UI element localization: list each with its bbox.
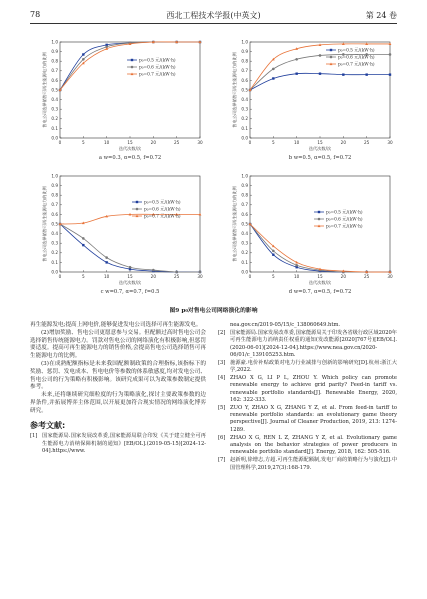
y-tick-label: 0.7 [241,68,248,74]
reference-number: [1] [30,433,38,440]
y-tick-label: 0.7 [51,202,58,208]
y-tick-label: 0.8 [241,192,248,198]
y-tick-label: 0.4 [51,231,58,236]
y-tick-label: 1.0 [241,173,248,179]
chart-panel-b [222,38,402,166]
y-axis-label: 售电公司选择销售可再生能源电力的比例 [232,52,237,128]
legend-marker [330,49,332,51]
y-tick-label: 0.4 [51,97,58,102]
x-tick-label: 15 [317,140,323,145]
x-tick-label: 15 [317,274,323,279]
y-tick-label: 0.5 [51,87,58,93]
paragraph: (2)增加奖励、售电公司更愿意参与交易。但配额过高时售电公司会选择销售传统能源电力。罚款对售电公司的网络演化有积极影响,但惩罚要适度。提高可再生能源电力的销售价格,会提高售电公司选择销售可再生能源电力的比例。 [30,329,206,360]
reference-number: [2] [218,329,226,336]
reference-number: [5] [218,404,226,411]
data-point [272,77,274,79]
series-line-1 [250,73,390,90]
y-axis-label: 售电公司选择销售可再生能源电力的比例 [42,52,47,128]
reference-continuation [218,322,397,329]
x-axis-label: 迭代次数/次 [308,280,332,285]
y-tick-label: 0.7 [241,202,248,208]
reference-text: 国家能源局.国家发展改革委,国家能源局联合印发《关于建立健全可再生能源电力消纳保障机制的通知》[EB/OL].(2019-05-15)[2024-12-04].https://www. [42,433,206,455]
chart-a [32,38,212,166]
reference-text: ZUO Y, ZHAO X G, ZHANG Y Z, et al. From feed-in tariff to renewable portfolio standards: an evolutionary game theory perspective[J]. Journal of Cleaner Production, 2019, 213: 1274-1289. [230,404,397,433]
reference-number: [6] [218,434,226,441]
reference-item [218,435,397,457]
x-tick-label: 0 [58,274,62,279]
journal-title: 西北工程技术学报(中英文) [166,11,261,20]
paragraph: 未来,还将继续研究细粒度的行为策略演化,探讨主要政策参数的边界条件,并拓展博弈主体范围,以开展更加符合现实情况的网络演化博弈研究。 [30,392,206,414]
x-tick-label: 30 [387,274,393,279]
y-axis-label: 售电公司选择销售可再生能源电力的比例 [232,186,237,262]
page-number: 78 [30,10,41,19]
reference-item [30,433,206,455]
plot-frame [60,176,200,272]
reference-text: ZHAO X G, REN L Z, ZHANG Y Z, et al. Evolutionary game analysis on the behavior strategies of power producers in renewable portfolio standard[J]. Energy, 2018, 162: 505-516. [230,434,397,456]
data-point [175,271,178,274]
volume-number: 第 24 卷 [365,11,397,20]
data-point [82,237,85,240]
chart-panel-d [222,172,402,300]
data-point [319,72,321,74]
x-tick-label: 25 [173,274,180,279]
reference-text: nea.gov.cn/2019-05/15/c_138060649.htm. [230,322,341,328]
y-tick-label: 1.0 [51,39,58,45]
y-tick-label: 0.2 [241,250,248,256]
x-tick-label: 20 [150,274,157,279]
y-tick-label: 0.1 [51,125,58,131]
series-line-1 [60,42,200,90]
legend-label: p₀=0.7 元/(kW·h) [139,72,176,78]
chart-panel-a [32,38,212,166]
legend-marker [330,56,333,59]
chart-b [222,38,402,166]
x-axis-label: 迭代次数/次 [118,280,142,285]
y-tick-label: 0.0 [241,269,248,275]
legend-marker [318,211,320,213]
legend-label: p₀=0.6 元/(kW·h) [326,217,363,223]
data-point [365,73,367,75]
legend-label: p₀=0.7 元/(kW·h) [326,224,363,230]
y-tick-label: 0.3 [51,240,58,246]
data-point [199,271,202,274]
reference-number: [7] [218,457,226,464]
data-point [272,250,275,253]
x-tick-label: 5 [271,140,275,145]
data-point [342,73,344,75]
data-point [105,261,107,263]
y-tick-label: 0.4 [241,97,248,102]
series-line-2 [60,224,200,272]
data-point [295,58,298,61]
x-tick-label: 10 [293,274,300,279]
subfigure-caption: a w=0.3, α=0.5, f=0.72 [98,155,162,161]
y-tick-label: 0.6 [51,77,58,83]
series-line-2 [250,224,390,272]
y-tick-label: 1.0 [241,39,248,45]
y-tick-label: 0.0 [51,135,58,141]
y-tick-label: 0.4 [241,231,248,236]
data-point [82,58,85,61]
y-tick-label: 0.9 [241,49,248,54]
y-tick-label: 0.1 [241,125,248,131]
reference-number: [3] [218,359,226,366]
data-point [272,68,275,71]
reference-item [218,405,397,435]
y-tick-label: 0.1 [241,259,248,265]
x-tick-label: 5 [271,274,275,279]
data-point [319,54,322,57]
subfigure-caption: b w=0.5, α=0.5, f=0.72 [288,155,352,161]
legend-label: p₀=0.6 元/(kW·h) [144,207,181,213]
data-point [295,72,297,74]
running-header [30,10,397,24]
y-tick-label: 0.7 [51,68,58,74]
x-tick-label: 15 [127,274,133,279]
legend-label: p₀=0.7 元/(kW·h) [338,62,375,68]
legend-label: p₀=0.5 元/(kW·h) [326,210,363,216]
data-point [82,53,84,55]
x-tick-label: 5 [81,140,85,145]
data-point [389,73,391,75]
chart-c [32,172,212,300]
x-axis-label: 迭代次数/次 [308,146,332,151]
y-tick-label: 0.6 [51,211,58,217]
legend-label: p₀=0.5 元/(kW·h) [144,200,181,206]
x-tick-label: 30 [197,274,203,279]
y-tick-label: 0.5 [51,221,58,227]
y-tick-label: 0.2 [241,116,248,122]
references-heading: 参考文献: [30,420,66,430]
reference-number: [4] [218,374,226,381]
x-tick-label: 20 [340,140,347,145]
y-tick-label: 0.2 [51,250,58,256]
x-tick-label: 25 [173,140,180,145]
y-tick-label: 0.1 [51,259,58,265]
subfigure-caption: d w=0.7, α=0.5, f=0.72 [288,289,352,295]
y-tick-label: 0.9 [241,183,248,188]
y-tick-label: 0.5 [241,87,248,93]
series-line-1 [60,224,200,272]
y-tick-label: 0.3 [241,240,248,246]
y-tick-label: 0.8 [241,58,248,64]
y-tick-label: 0.6 [241,211,248,217]
y-tick-label: 1.0 [51,173,58,179]
reference-text: ZHAO X G, LI P L, ZHOU Y. Which policy can promote renewable energy to achieve grid parity? Feed-in tariff vs. renewable portfolio standards[J]. Renewable Energy, 2020, 162: 322-333. [230,374,397,403]
x-tick-label: 30 [197,140,203,145]
x-tick-label: 15 [127,140,133,145]
x-tick-label: 20 [340,274,347,279]
y-tick-label: 0.0 [241,135,248,141]
x-tick-label: 0 [248,140,252,145]
x-tick-label: 10 [103,274,110,279]
plot-frame [250,176,390,272]
x-tick-label: 25 [363,140,370,145]
paragraph: 再生能源发电;提高上网电价,能够促进发电公司选择可再生能源发电。 [30,322,202,328]
body-column-left [30,322,206,456]
y-tick-label: 0.6 [241,77,248,83]
legend-label: p₀=0.5 元/(kW·h) [338,48,375,54]
reference-item [218,330,397,360]
y-tick-label: 0.9 [51,183,58,188]
data-point [295,264,298,267]
data-point [129,266,132,269]
reference-text: 赵新明,徐增志,方超.可再生能源配额制,发电厂商的策略行为与演化[J].中国管理科学,2019,27(3):168-179. [230,457,397,471]
x-tick-label: 0 [248,274,252,279]
x-tick-label: 30 [387,140,393,145]
y-axis-label: 售电公司选择销售可再生能源电力的比例 [42,186,47,262]
x-tick-label: 10 [293,140,300,145]
y-tick-label: 0.3 [51,106,58,112]
data-point [389,53,392,56]
legend-label: p₀=0.6 元/(kW·h) [139,65,176,71]
legend-marker [131,66,134,69]
reference-text: 国家能源局.国家发展改革委,国家能源局关于印发各省级行政区域2020年可再生能源电力消纳责任权重的通知(发改能源[2020]767号)[EB/OL].(2020-06-01)[2024-12-04].https://www.nea.gov.cn/2020-06/01/c_139105253.htm. [230,329,397,358]
legend-marker [131,59,133,61]
subfigure-caption: c w=0.7, α=0.7, f=0.5 [100,289,160,295]
legend-marker [136,208,139,211]
legend-label: p₀=0.7 元/(kW·h) [144,214,181,220]
chart-d [222,172,402,300]
x-tick-label: 0 [58,140,62,145]
body-column-right [218,322,397,472]
reference-item [218,360,397,375]
legend-label: p₀=0.6 元/(kW·h) [338,55,375,61]
x-tick-label: 5 [81,274,85,279]
data-point [105,256,108,259]
data-point [152,269,155,272]
paragraph: (3)在成熟配额指标是未来我国配额制政策的合理指标,该指标下的奖励、惩罚、发电成本、售电电价等参数的体系敏感度,均对发电公司、售电公司的行为策略有积极影响。该研究成果可以为政策参数制定提供参考。 [30,360,206,391]
legend-label: p₀=0.5 元/(kW·h) [139,58,176,64]
legend-marker [136,201,138,203]
data-point [82,244,84,246]
y-tick-label: 0.0 [51,269,58,275]
chart-panel-c [32,172,212,300]
y-tick-label: 0.3 [241,106,248,112]
y-tick-label: 0.8 [51,192,58,198]
series-line-2 [60,42,200,90]
reference-text: 施源豪.电价补贴政策对电力行业减排与创新的影响研究[D].杭州:浙江大学,2022. [230,359,397,374]
x-tick-label: 10 [103,140,110,145]
reference-item [218,457,397,472]
legend-marker [318,218,321,221]
series-line-3 [60,42,200,90]
series-line-1 [250,224,390,272]
y-tick-label: 0.8 [51,58,58,64]
y-tick-label: 0.2 [51,116,58,122]
figure-caption: 图9 p₀对售电公司网络演化的影响 [169,308,258,314]
y-tick-label: 0.5 [241,221,248,227]
data-point [272,254,274,256]
y-tick-label: 0.9 [51,49,58,54]
x-axis-label: 迭代次数/次 [118,146,142,151]
x-tick-label: 20 [150,140,157,145]
series-line-3 [250,224,390,272]
reference-item [218,375,397,405]
x-tick-label: 25 [363,274,370,279]
header-rule [30,23,397,24]
plot-frame [60,42,200,138]
